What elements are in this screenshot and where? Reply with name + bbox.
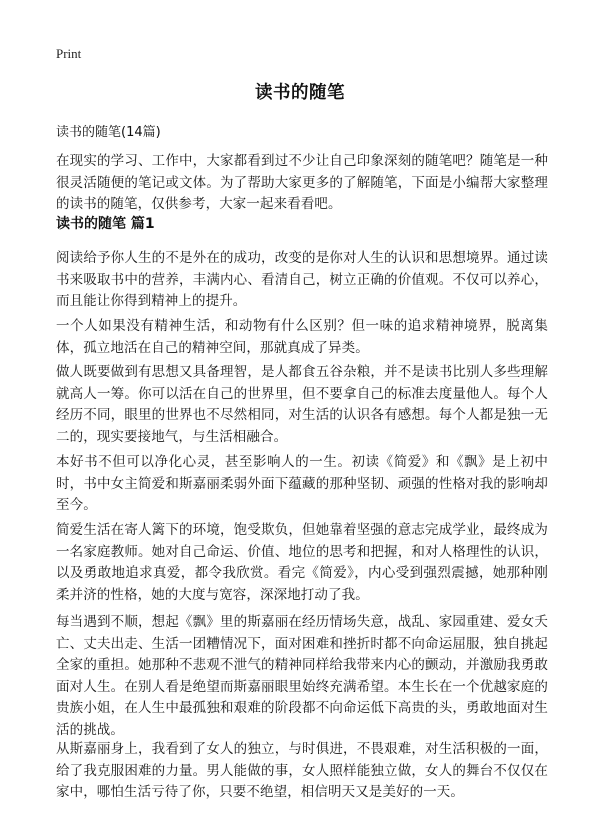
- body-paragraph-7: 从斯嘉丽身上，我看到了女人的独立，与时俱进，不畏艰难，对生活积极的一面，给了我克服困难的力量。男人能做的事，女人照样能独立做，女人的舞台不仅仅在家中，哪怕生活亏待了你，只要不绝望，相信明天又是美好的一天。: [56, 741, 548, 800]
- body-paragraph-5: 简爱生活在寄人篱下的环境，饱受欺负，但她靠着坚强的意志完成学业，最终成为一名家庭教师。她对自己命运、价值、地位的思考和把握，和对人格理性的认识，以及勇敢地追求真爱，都令我欣赏。看完《简爱》，内心受到强烈震撼，她那种刚柔并济的性格，她的大度与宽容，深深地打动了我。: [56, 522, 548, 603]
- section-heading: 读书的随笔 篇1: [56, 216, 155, 232]
- body-paragraph-4: 本好书不但可以净化心灵，甚至影响人的一生。初读《简爱》和《飘》是上初中时，书中女主简爱和斯嘉丽柔弱外面下蕴藏的那种坚韧、顽强的性格对我的影响却至今。: [56, 454, 548, 513]
- body-paragraph-3: 做人既要做到有思想又具备理智，是人都食五谷杂粮，并不是读书比别人多些理解就高人一筹。你可以活在自己的世界里，但不要拿自己的标准去度量他人。每个人经历不同，眼里的世界也不尽然相同，对生活的认识各有感想。每个人都是独一无二的，现实要接地气，与生活相融合。: [56, 364, 548, 445]
- body-paragraph-6: 每当遇到不顺，想起《飘》里的斯嘉丽在经历情场失意，战乱、家园重建、爱女夭亡、丈夫出走、生活一团糟情况下，面对困难和挫折时都不向命运屈服，独自挑起全家的重担。她那种不悲观不泄气的精神同样给我带来内心的颤动，并激励我勇敢面对人生。在别人看是绝望而斯嘉丽眼里始终充满希望。本生长在一个优越家庭的贵族小姐，在人生中最孤独和艰难的阶段都不向命运低下高贵的头，勇敢地面对生活的挑战。: [56, 614, 548, 738]
- page-title: 读书的随笔: [255, 83, 345, 103]
- body-paragraph-1: 阅读给予你人生的不是外在的成功，改变的是你对人生的认识和思想境界。通过读书来吸取书中的营养，丰满内心、看清自己，树立正确的价值观。不仅可以养心，而且能让你得到精神上的提升。: [56, 250, 548, 309]
- print-link[interactable]: Print: [56, 46, 82, 61]
- intro-paragraph: 在现实的学习、工作中，大家都看到过不少让自己印象深刻的随笔吧？随笔是一种很灵活随便的笔记或文体。为了帮助大家更多的了解随笔，下面是小编帮大家整理的读书的随笔，仅供参考，大家一起来看看吧。: [56, 153, 548, 212]
- document-subtitle: 读书的随笔(14篇): [56, 125, 161, 140]
- body-paragraph-2: 一个人如果没有精神生活，和动物有什么区别？但一味的追求精神境界，脱离集体，孤立地活在自己的精神空间，那就真成了异类。: [56, 318, 548, 356]
